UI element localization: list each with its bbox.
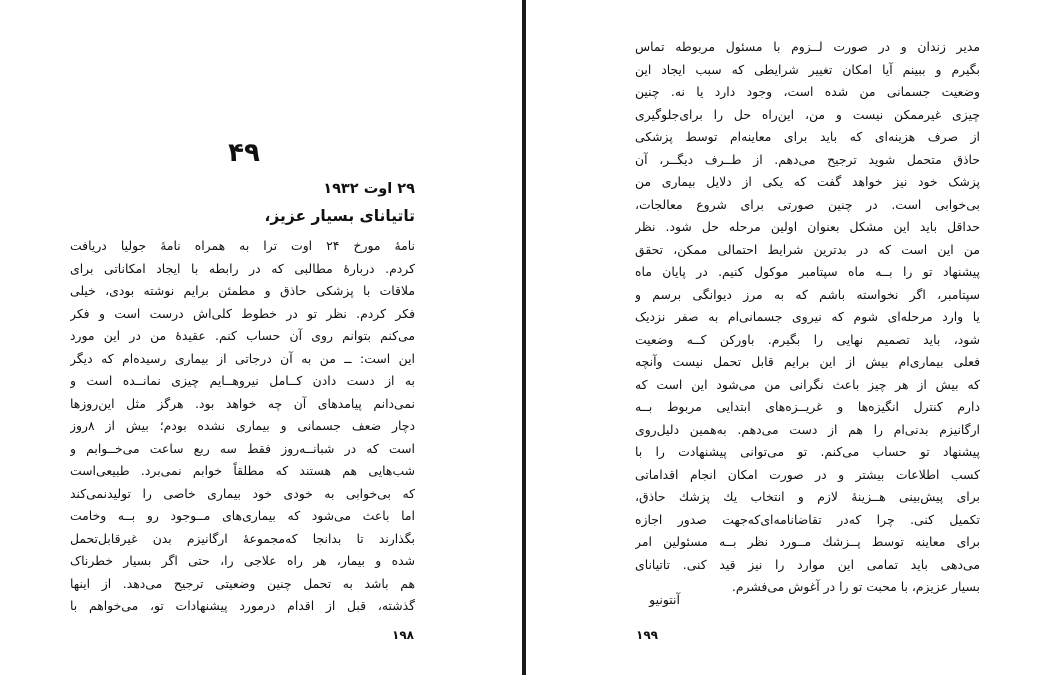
text-line: پیشنهاد تو را بــه ماه سپتامبر موکول کنیم. در پایان ماه [635, 264, 980, 279]
left-body-text [70, 235, 415, 618]
text-line: که بی‌خوابی به خودی خود بیماری خاصی را تولیدنمی‌کند [70, 485, 415, 501]
text-line: که بیش از هر چیز باعث نگرانی من می‌شود این است که [635, 376, 980, 392]
text-line: شده و بیمار، هر راه علاجی را، حتی اگر بسیار خطرناک [70, 553, 415, 568]
text-line: دچار ضعف جسمانی و بیماری نشده بودم؛ بیش از ۸روز [70, 418, 415, 433]
text-line: هم باشد به تحمل چنین وضعیتی ترجیح می‌دهد. از اینها [70, 575, 415, 591]
text-line: ملاقات با پزشکی حاذق و مطمئن برایم نوشته بودی، خیلی [70, 283, 415, 298]
text-line: شب‌هایی هم هستند که مطلقاً خوابم نمی‌برد. طبیعی‌است [70, 463, 415, 478]
text-line: دارم کنترل انگیزه‌ها و غریــزه‌های ابتدایی مربوط بــه [635, 399, 980, 414]
text-line: تکمیل کنی. چرا که‌در تقاضانامه‌ای‌که‌جهت صدور اجازه [635, 511, 980, 527]
text-line: بگیرم و ببینم آیا امکان تغییر شرایطی که سبب ایجاد این [635, 61, 980, 77]
text-line: پزشک خود نیز خواهد گفت که یکی از دلایل بیماری من [635, 174, 980, 189]
text-line: بگذارند تا بدانجا که‌مجموعهٔ ارگانیزم بدن غیرقابل‌تحمل [70, 530, 415, 546]
text-line: نمی‌دانم پیامدهای آن چه خواهد بود. هرگز مثل این‌روزها [70, 395, 415, 411]
text-line: به از دست دادن کــامل نیروهــایم چیزی نمانــده است و [70, 373, 415, 388]
text-line: فعلی بیماری‌ام بیش از این برایم قابل تحمل نیست وآنچه [635, 354, 980, 369]
text-line: شود، باید تصمیم نهایی را بگیرم. باورکن کــه وضعیت [635, 331, 980, 347]
text-line: یا وارد مرحله‌ای شوم که نیروی جسمانی‌ام به صفر نزدیک [635, 309, 980, 324]
text-line: برای معاینه توسط پــزشك مــورد نظر بــه مسئولین امر [635, 534, 980, 549]
right-body-text [635, 36, 980, 599]
text-line: می‌کنم بتوانم روی آن حساب کنم. عقیدهٔ من در این مورد [70, 328, 415, 343]
text-line: وضعیت جسمانی من شده است، وجود دارد یا نه. چنین [635, 84, 980, 99]
page-number: ۱۹۸ [392, 628, 414, 642]
text-line: کردم. دربارهٔ مطالبی که در رابطه با ایجاد امکاناتی برای [70, 260, 415, 276]
text-line: فکر کردم. نظر تو در خطوط کلی‌اش درست است و فکر [70, 305, 415, 321]
page-number: ۱۹۹ [636, 628, 658, 642]
text-line: می‌دهی باید تمامی این موارد را نیز قید کنی. تاتیانای [635, 556, 980, 572]
text-line: کسب اطلاعات بیشتر و در صورت امکان انجام اقداماتی [635, 466, 980, 482]
text-line: ارگانیزم بدنی‌ام را هم از دست می‌دهم. به‌همین دلیل‌روی [635, 421, 980, 437]
letter-salutation: تاتیانای بسیار عزیز، [264, 207, 415, 225]
text-line: این است: ــ من به آن درجاتی از بیماری رسیده‌ام که دیگر [70, 350, 415, 366]
text-line: سپتامبر، اگر نخواسته باشم که به مرز دیوانگی برسم و [635, 286, 980, 302]
text-line: گذشته، قبل از اقدام درمورد پیشنهادات تو، می‌خواهم با [70, 598, 415, 613]
text-line: پیشنهاد تو حساب می‌کنم. تو می‌توانی پیشنهادت را با [635, 444, 980, 459]
text-line: اما باعث می‌شود که بیماری‌های مــوجود رو بــه وخامت [70, 508, 415, 523]
text-line: من این است که در بدترین شرایط احتمالی ممکن، تحقق [635, 241, 980, 257]
text-line: مدیر زندان و در صورت لــزوم با مسئول مربوطه تماس [635, 39, 980, 54]
text-line: بی‌خوابی است. در چنین صورتی برای شروع معالجات، [635, 196, 980, 212]
chapter-number: ۴۹ [228, 138, 260, 168]
letter-signature: آنتونیو [649, 592, 680, 607]
book-spine-divider [522, 0, 526, 675]
text-line: بسیار عزیزم، با محبت تو را در آغوش می‌فشرم. [731, 579, 980, 594]
text-line: از صرف هزینه‌ای که باید برای معاینه‌ام توسط پزشکی [635, 129, 980, 144]
text-line: است که در شبانــه‌روز فقط سه ربع ساعت می‌خــوابم و [70, 440, 415, 456]
text-line: حداقل باید این مشکل بعنوان اولین مرحله حل شود. نظر [635, 219, 980, 234]
letter-date: ۲۹ اوت ۱۹۳۲ [323, 181, 415, 197]
text-line: نامهٔ مورخ ۲۴ اوت ترا به همراه نامهٔ جولیا دریافت [70, 238, 415, 253]
left-page [0, 0, 522, 675]
text-line: برای پیش‌بینی هــزینهٔ لازم و انتخاب یك پزشك حاذق، [635, 489, 980, 504]
text-line: چیزی غیرممکن نیست و من، این‌راه حل را برای‌جلوگیری [635, 106, 980, 122]
text-line: حاذق متحمل شوید ترجیح می‌دهم. از طــرف دیگــر، آن [635, 151, 980, 167]
